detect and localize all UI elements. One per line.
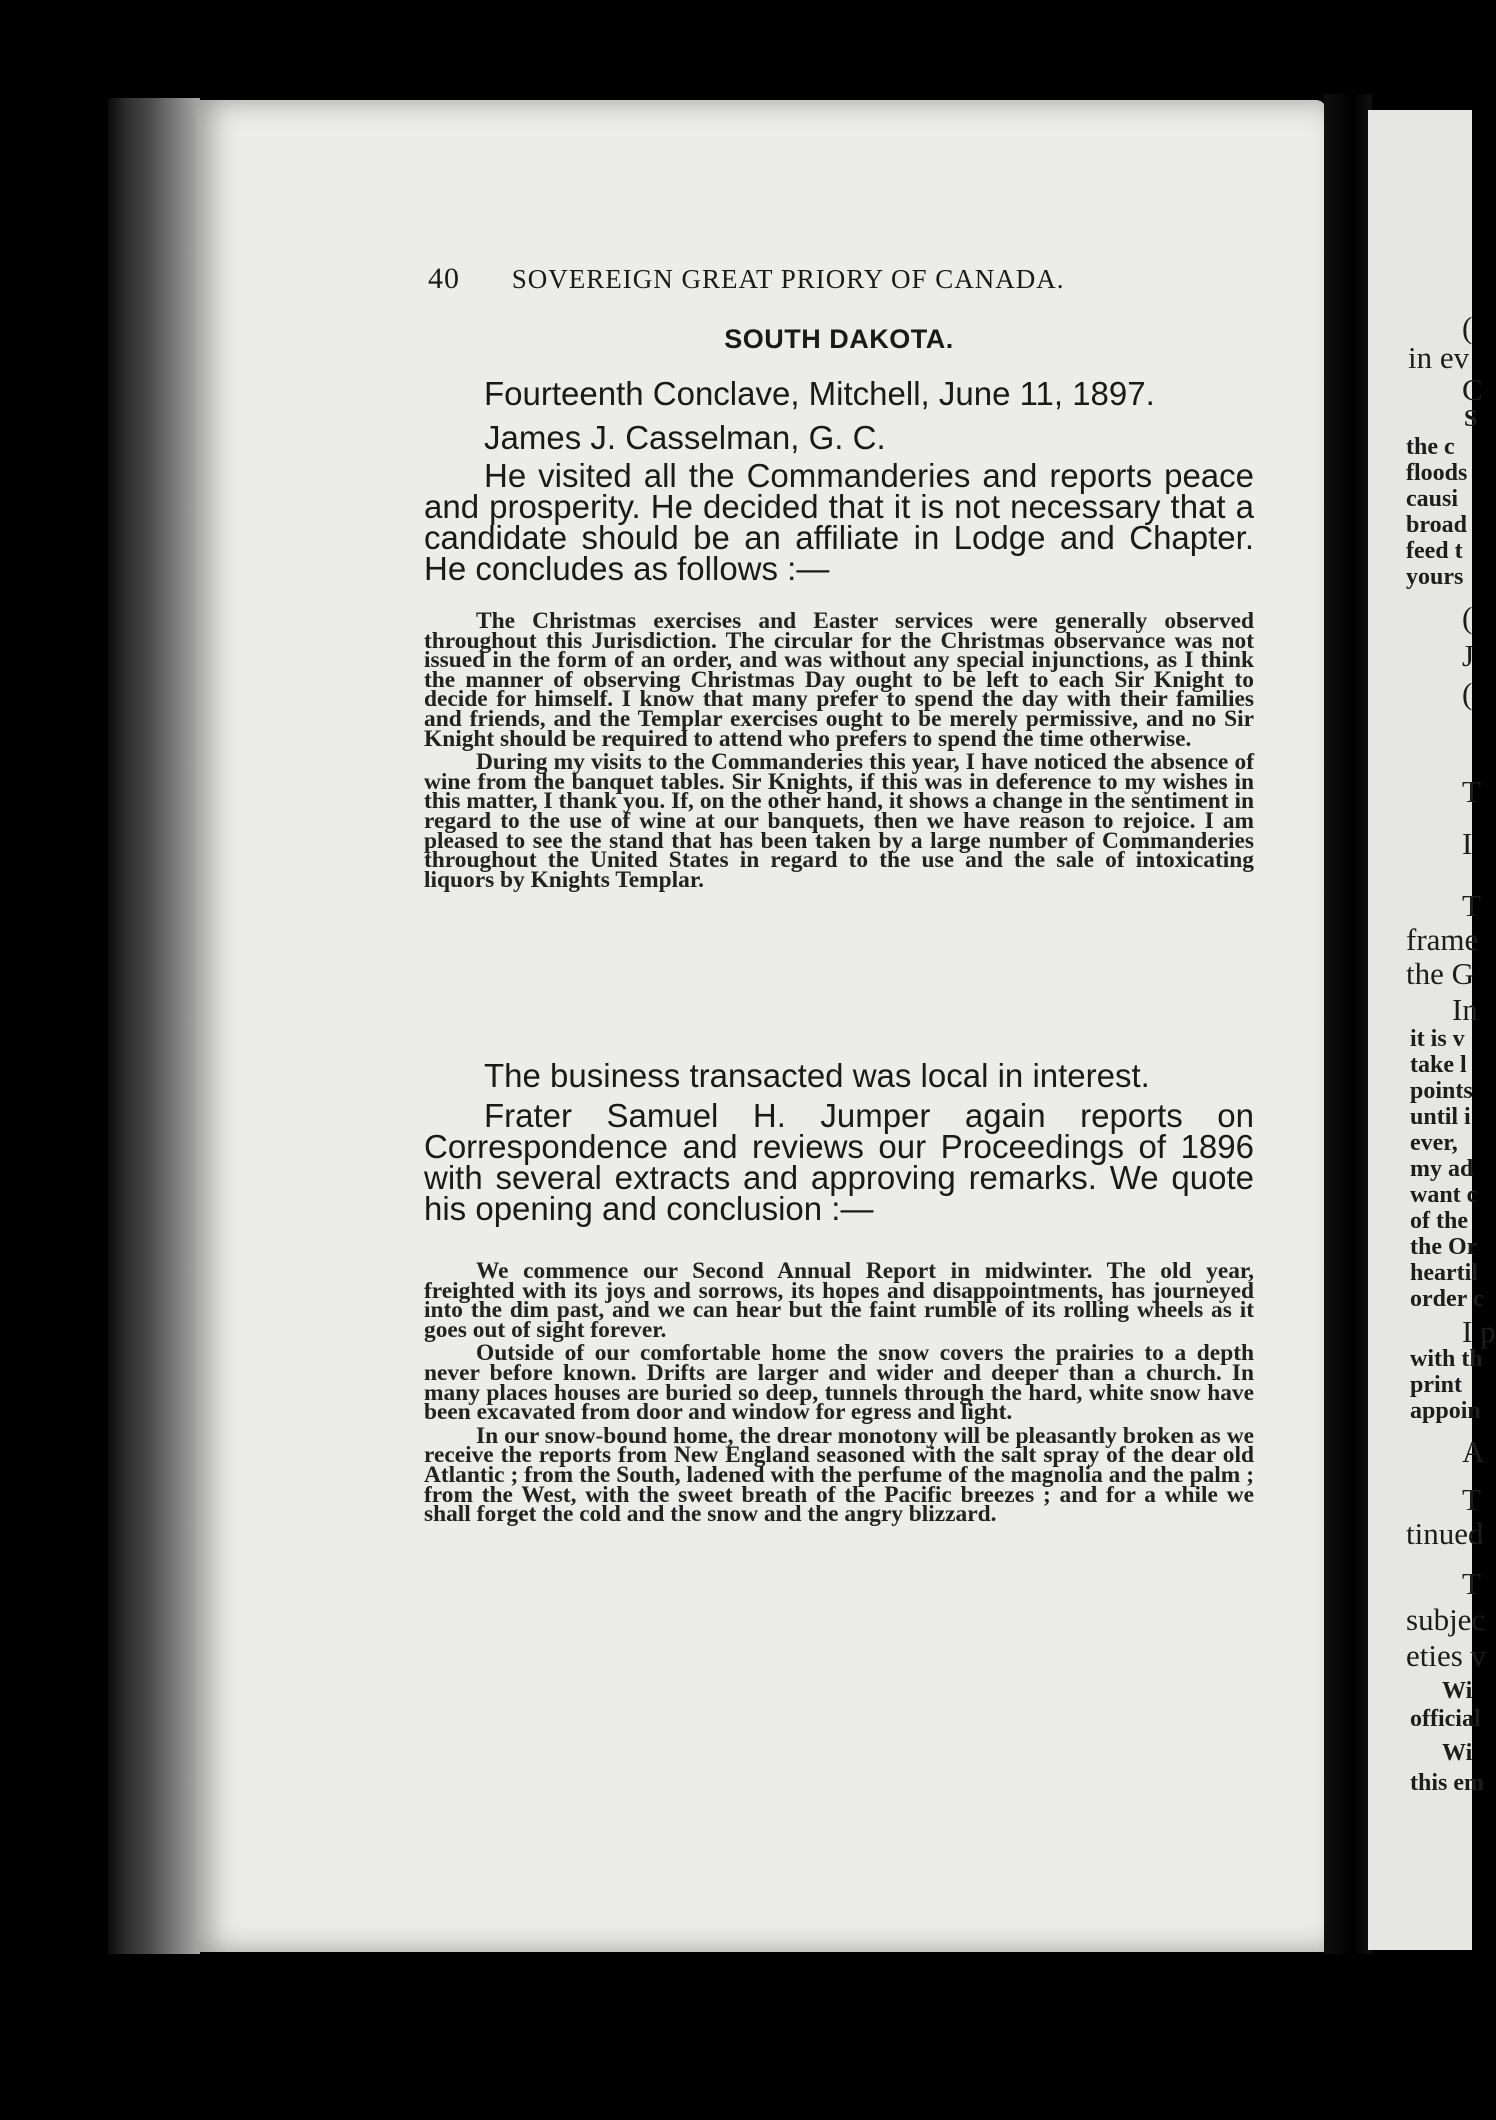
facing-page-fragment: T: [1462, 1566, 1481, 1601]
facing-page-fragment: print: [1410, 1372, 1463, 1398]
facing-page-fragment: heartil: [1410, 1260, 1478, 1286]
facing-page-fragment: C: [1462, 372, 1483, 407]
facing-page-fragment: subjec: [1406, 1602, 1486, 1637]
book-page-edge: [108, 98, 200, 1954]
facing-page-fragment: appoin: [1410, 1398, 1481, 1424]
facing-page-fragment: ever,: [1410, 1130, 1458, 1156]
facing-page-fragment: causi: [1406, 486, 1459, 512]
facing-page-fragment: until i: [1410, 1104, 1471, 1130]
facing-page-fragment: tinued: [1406, 1516, 1484, 1551]
facing-page-fragment: floods: [1406, 460, 1468, 486]
facing-page-fragment: T: [1462, 774, 1481, 809]
facing-page-fragment: of the: [1410, 1208, 1468, 1234]
facing-page-fragment: Wi: [1442, 1740, 1473, 1766]
facing-page-fragment: my ad: [1410, 1156, 1474, 1182]
facing-page-fragment: (: [1462, 600, 1473, 635]
quote-paragraph: In our snow-bound home, the drear monotony will be pleasantly broken as we receive the reports from New England seasoned with the salt spray of the dear old Atlantic ; from the South, ladened with the perfume of the magnolia and the palm ; from the West, with the sweet breath of the Pacific breezes ; and for a while we shall forget the cold and the snow and the angry blizzard.: [424, 1422, 1254, 1528]
facing-page-fragment: (: [1462, 676, 1473, 711]
facing-page-fragment: eties v: [1406, 1638, 1487, 1673]
quote-paragraph: Outside of our comfortable home the snow covers the prairies to a depth never before known. Drifts are larger and wider and deeper than a church. In many places houses are buried so deep, tunnels through the hard, white snow have been excavated from door and window for egress and light.: [424, 1340, 1254, 1426]
quote-block-1: [424, 608, 1254, 893]
grand-commander-line: James J. Casselman, G. C.: [484, 419, 886, 456]
page-number: 40: [428, 262, 460, 295]
facing-page-fragment: points: [1410, 1078, 1473, 1104]
facing-page-fragment: T: [1462, 888, 1481, 923]
facing-page-fragment: broad: [1406, 512, 1467, 538]
business-paragraph: The business transacted was local in interest.: [484, 1057, 1150, 1094]
quote-paragraph: During my visits to the Commanderies this year, I have noticed the absence of wine from the banquet tables. Sir Knights, if this was in deference to my wishes in this matter, I thank you. If, on the other hand, it shows a change in the sentiment in regard to the use of wine at our banquets, then we have reason to rejoice. I am pleased to see the stand that has been taken by a large number of Commanderies throughout the United States in regard to the use and the sale of intoxicating liquors by Knights Templar.: [424, 749, 1254, 893]
facing-page-fragment: S: [1464, 406, 1478, 432]
lead-block: [424, 372, 1254, 460]
facing-page-fragment: the Or: [1410, 1234, 1478, 1260]
facing-page-fragment: want c: [1410, 1182, 1478, 1208]
facing-page-fragment: this em: [1410, 1770, 1484, 1796]
quote-paragraph: The Christmas exercises and Easter services were generally observed throughout this Jurisdiction. The circular for the Christmas observance was not issued in the form of an order, and was without any special injunctions, as I think the manner of observing Christmas Day ought to be left to each Sir Knight to decide for himself. I know that many prefer to spend the day with their families and friends, and the Templar exercises ought to be merely permissive, and no Sir Knight should be required to attend who prefers to spend the time otherwise.: [424, 608, 1254, 752]
business-paragraph-block: [424, 1057, 1254, 1094]
conclave-line: Fourteenth Conclave, Mitchell, June 11, 1897.: [484, 375, 1155, 412]
intro-paragraph: He visited all the Commanderies and reports peace and prosperity. He decided that it is not necessary that a candidate should be an affiliate in Lodge and Chapter. He concludes as follows :—: [424, 457, 1254, 587]
facing-page-fragment: order c: [1410, 1286, 1484, 1312]
facing-page-fragment: Wi: [1442, 1678, 1473, 1704]
facing-page-fragment: (: [1462, 310, 1473, 345]
quote-paragraph: We commence our Second Annual Report in midwinter. The old year, freighted with its joys and sorrows, its hopes and disappointments, has journeyed into the dim past, and we can hear but the faint rumble of its rolling wheels as it goes out of sight forever.: [424, 1258, 1254, 1343]
facing-page-fragment: In: [1452, 992, 1478, 1027]
facing-page-fragment: I p: [1462, 1314, 1496, 1349]
facing-page-fragment: in ev: [1408, 340, 1470, 375]
facing-page-fragment: T: [1462, 1482, 1481, 1517]
facing-page-fragment: frame: [1406, 922, 1479, 957]
facing-page-fragment: it is v: [1410, 1026, 1465, 1052]
running-title: SOVEREIGN GREAT PRIORY OF CANADA.: [511, 264, 1065, 294]
intro-paragraph-block: [424, 457, 1254, 587]
facing-page-fragment: J: [1462, 638, 1475, 673]
facing-page-fragment: feed t: [1406, 538, 1463, 564]
facing-page-fragment: take l: [1410, 1052, 1467, 1078]
facing-page-fragment: the G: [1406, 956, 1475, 991]
facing-page-fragment: A: [1462, 1434, 1485, 1469]
facing-page-fragment: with th: [1410, 1346, 1483, 1372]
running-header: [428, 262, 1258, 296]
facing-page: [1368, 110, 1496, 1950]
facing-page-fragment: official: [1410, 1706, 1481, 1732]
book-gutter: [1324, 94, 1372, 1954]
correspondence-paragraph-block: [424, 1097, 1254, 1227]
facing-page-fragment: the c: [1406, 434, 1455, 460]
facing-page-fragment: yours: [1406, 564, 1464, 590]
correspondence-paragraph: Frater Samuel H. Jumper again reports on Correspondence and reviews our Proceedings of 1896 with several extracts and approving remarks. We quote his opening and conclusion :—: [424, 1097, 1254, 1227]
section-title: SOUTH DAKOTA.: [724, 324, 954, 354]
facing-page-fragment: I: [1462, 826, 1473, 861]
quote-block-2: [424, 1258, 1254, 1528]
